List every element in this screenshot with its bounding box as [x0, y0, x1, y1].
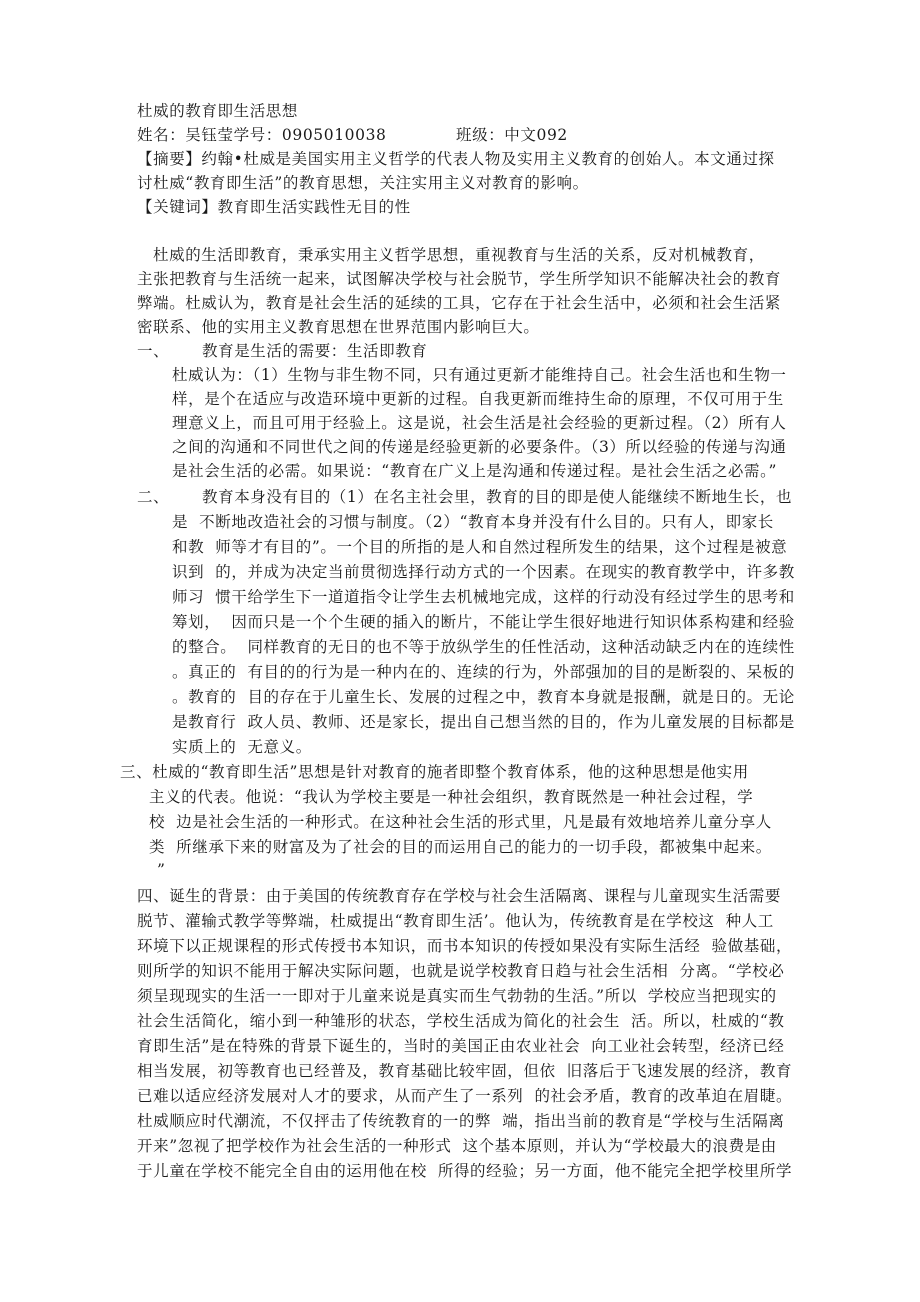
section-1-line: 样，是个在适应与改造环境中更新的过程。自我更新而维持生命的原理，不仅可用于生: [172, 390, 784, 408]
section-1-line: 杜威认为：（1）生物与非生物不同，只有通过更新才能维持自己。社会生活也和生物一: [172, 366, 787, 384]
section-4-line: 已难以适应经济发展对人才的要求，从而产生了一系列 的社会矛盾，教育的改革迫在眉睫。: [137, 1087, 793, 1105]
section-4-line: 于儿童在学校不能完全自由的运用他在校 所得的经验；另一方面，他不能完全把学校里所学: [137, 1162, 793, 1180]
intro-line: 杜威的生活即教育，秉承实用主义哲学思想，重视教育与生活的关系，反对机械教育，: [153, 246, 765, 264]
section-2-line: 筹划， 因而只是一个个生硬的插入的断片，不能让学生很好地进行知识体系构建和经验: [172, 613, 795, 631]
author-info: 姓名：吴钰莹学号：0905010038: [137, 126, 387, 144]
section-2-line: 师习 惯干给学生下一道道指令让学生去机械地完成，这样的行动没有经过学生的思考和: [172, 588, 795, 606]
intro-line: 主张把教育与生活统一起来，试图解决学校与社会脱节，学生所学知识不能解决社会的教育: [137, 270, 782, 288]
section-2-line: 实质上的 无意义。: [172, 738, 312, 756]
section-3-line: 三、杜威的“教育即生活”思想是针对教育的施者即整个教育体系，他的这种思想是他实用: [120, 763, 749, 781]
section-4-line: 开来”忽视了把学校作为社会生活的一种形式 这个基本原则，并认为“学校最大的浪费是由: [137, 1137, 777, 1155]
section-2-line: 识到 的，并成为决定当前贯彻选择行动方式的一个因素。在现实的教育教学中，许多教: [172, 563, 795, 581]
section-3-line: 主义的代表。他说：“我认为学校主要是一种社会组织，教育既然是一种社会过程，学: [149, 788, 754, 806]
section-2-marker: 二、: [137, 488, 170, 506]
section-1-heading: 教育是生活的需要：生活即教育: [202, 342, 428, 360]
section-3-line: ”: [157, 861, 166, 879]
section-2-line: 的整合。 同样教育的无日的也不等于放纵学生的任性活动，这种活动缺乏内在的连续性: [172, 638, 795, 656]
section-2-line: 。真正的 有目的的行为是一种内在的、连续的行为，外部强加的目的是断裂的、呆板的: [172, 663, 795, 681]
keywords: 【关键词】教育即生活实践性无目的性: [137, 198, 411, 216]
section-4-line: 须呈现现实的生活一一即对于儿童来说是真实而生气勃勃的生活。”所以 学校应当把现实的: [137, 987, 777, 1005]
section-2-line: 。教育的 目的存在于儿童生长、发展的过程之中，教育本身就是报酬，就是日的。无论: [172, 688, 795, 706]
intro-line: 弊端。杜威认为，教育是社会生活的延续的工具，它存在于社会生活中，必须和社会生活紧: [137, 294, 782, 312]
section-1-line: 是社会生活的必需。如果说：“教育在广义上是沟通和传递过程。是社会生活之必需。”: [172, 462, 778, 480]
document-title: 杜威的教育即生活思想: [137, 102, 299, 120]
section-4-line: 四、诞生的背景：由于美国的传统教育存在学校与社会生活隔离、课程与儿童现实生活需要: [137, 887, 782, 905]
section-3-line: 校 边是社会生活的一种形式。在这种社会生活的形式里，凡是最有效地培养儿童分享人: [149, 813, 772, 831]
section-1-line: 理意义上，而且可用于经验上。这是说，社会生活是社会经验的更新过程。（2）所有人: [172, 414, 787, 432]
section-4-line: 脱节、灌输式教学等弊端，杜威提出“教育即生活’。他认为，传统教育是在学校这 种人工: [137, 912, 774, 930]
section-2-line: 和教 师等才有目的”。一个目的所指的是人和自然过程所发生的结果，这个过程是被意: [172, 538, 788, 556]
section-4-line: 杜威顺应时代潮流，不仅抨击了传统教育的一的弊 端，指出当前的教育是“学校与生活隔离: [137, 1112, 785, 1130]
section-2-line: 是教育行 政人员、教师、还是家长，提出自己想当然的目的，作为儿童发展的目标都是: [172, 713, 795, 731]
abstract-line: 讨杜威“教育即生活”的教育思想，关注实用主义对教育的影响。: [137, 174, 589, 192]
class-info: 班级：中文092: [456, 126, 568, 144]
section-4-line: 育即生活”是在特殊的背景下诞生的，当时的美国正由农业社会 向工业社会转型，经济已经: [137, 1037, 785, 1055]
section-4-line: 环境下以正规课程的形式传授书本知识，而书本知识的传授如果没有实际生活经 验做基础，: [137, 937, 793, 955]
section-4-line: 则所学的知识不能用于解决实际问题，也就是说学校教育日趋与社会生活相 分离。“学校必: [137, 962, 785, 980]
section-3-line: 类 所继承下来的财富及为了社会的目的而运用自己的能力的一切手段，都被集中起来。: [149, 838, 772, 856]
abstract-line: 【摘要】约翰•杜威是美国实用主义哲学的代表人物及实用主义教育的创始人。本文通过探: [137, 150, 775, 168]
section-4-line: 相当发展，初等教育也已经普及，教育基础比较牢固，但依 旧落后于飞速发展的经济，教育: [137, 1062, 793, 1080]
section-2-line: 是 不断地改造社会的习惯与制度。（2）“教育本身并没有什么目的。只有人，即家长: [172, 513, 774, 531]
section-2-line: 教育本身没有目的（1）在名主社会里，教育的目的即是使人能继续不断地生长，也: [202, 488, 793, 506]
section-1-marker: 一、: [137, 342, 170, 360]
section-1-line: 之间的沟通和不同世代之间的传递是经验更新的必要条件。（3）所以经验的传递与沟通: [172, 438, 787, 456]
intro-line: 密联系、他的实用主义教育思想在世界范围内影响巨大。: [137, 318, 540, 336]
section-4-line: 社会生活简化，缩小到一种雏形的状态，学校生活成为简化的社会生 活。所以，杜威的“教: [137, 1012, 785, 1030]
